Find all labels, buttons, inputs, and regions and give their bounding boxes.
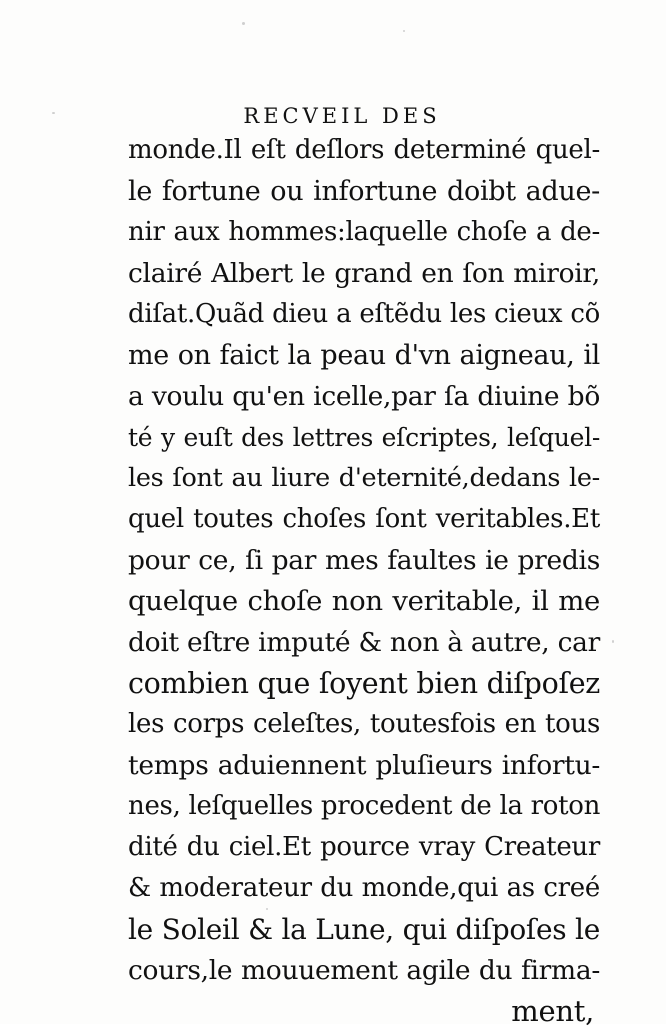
paper-speck xyxy=(612,640,614,643)
catchword: ment, xyxy=(511,994,594,1028)
text-line: le fortune ou infortune doibt aduе- xyxy=(128,176,600,207)
text-line: nir aux hommes:laquelle choſe a de- xyxy=(128,217,600,247)
paper-speck xyxy=(403,30,405,32)
text-line: diſat.Quãd dieu a eſtẽdu les cieux cõ xyxy=(128,299,600,329)
text-line: temps aduiennent pluſieurs infortu- xyxy=(128,750,600,781)
body-text xyxy=(128,130,600,1032)
text-line: cours,le mouuement agile du firma- xyxy=(128,955,600,986)
text-line: quel toutes choſes ſont veritables.Et xyxy=(128,504,600,534)
text-line: combien que ſoyent bien diſpoſez xyxy=(128,667,600,700)
text-line: clairé Albert le grand en ſon miroir, xyxy=(128,258,600,289)
text-line: a voulu qu'en icelle,par ſa diuine bõ xyxy=(128,381,600,412)
text-line: monde.Il eſt deſlors determiné quel- xyxy=(128,135,600,165)
text-line: dité du ciel.Et pource vray Createur xyxy=(128,832,600,862)
text-line: doit eſtre imputé & non à autre, car xyxy=(128,627,600,658)
text-line: quelque choſe non veritable, il me xyxy=(128,585,600,617)
text-line: té y euſt des lettres eſcriptes, leſquel- xyxy=(128,423,600,452)
text-line: pour ce, ſi par mes faultes ie predis xyxy=(128,545,600,576)
text-line: nes, leſquelles procedent de la roton xyxy=(128,791,601,821)
text-line: & moderateur du monde,qui as creé xyxy=(128,873,600,903)
text-line: les corps celeſtes, toutesfois en tous xyxy=(128,709,600,739)
text-line: le Soleil & la Lune, qui diſpoſes le xyxy=(128,913,600,946)
text-line: me on faict la peau d'vn aigneau, il xyxy=(128,340,600,371)
running-head: RECVEIL DES xyxy=(243,104,441,128)
text-line: les ſont au liure d'eternité,dedans le- xyxy=(128,463,600,493)
paper-speck xyxy=(242,22,245,25)
